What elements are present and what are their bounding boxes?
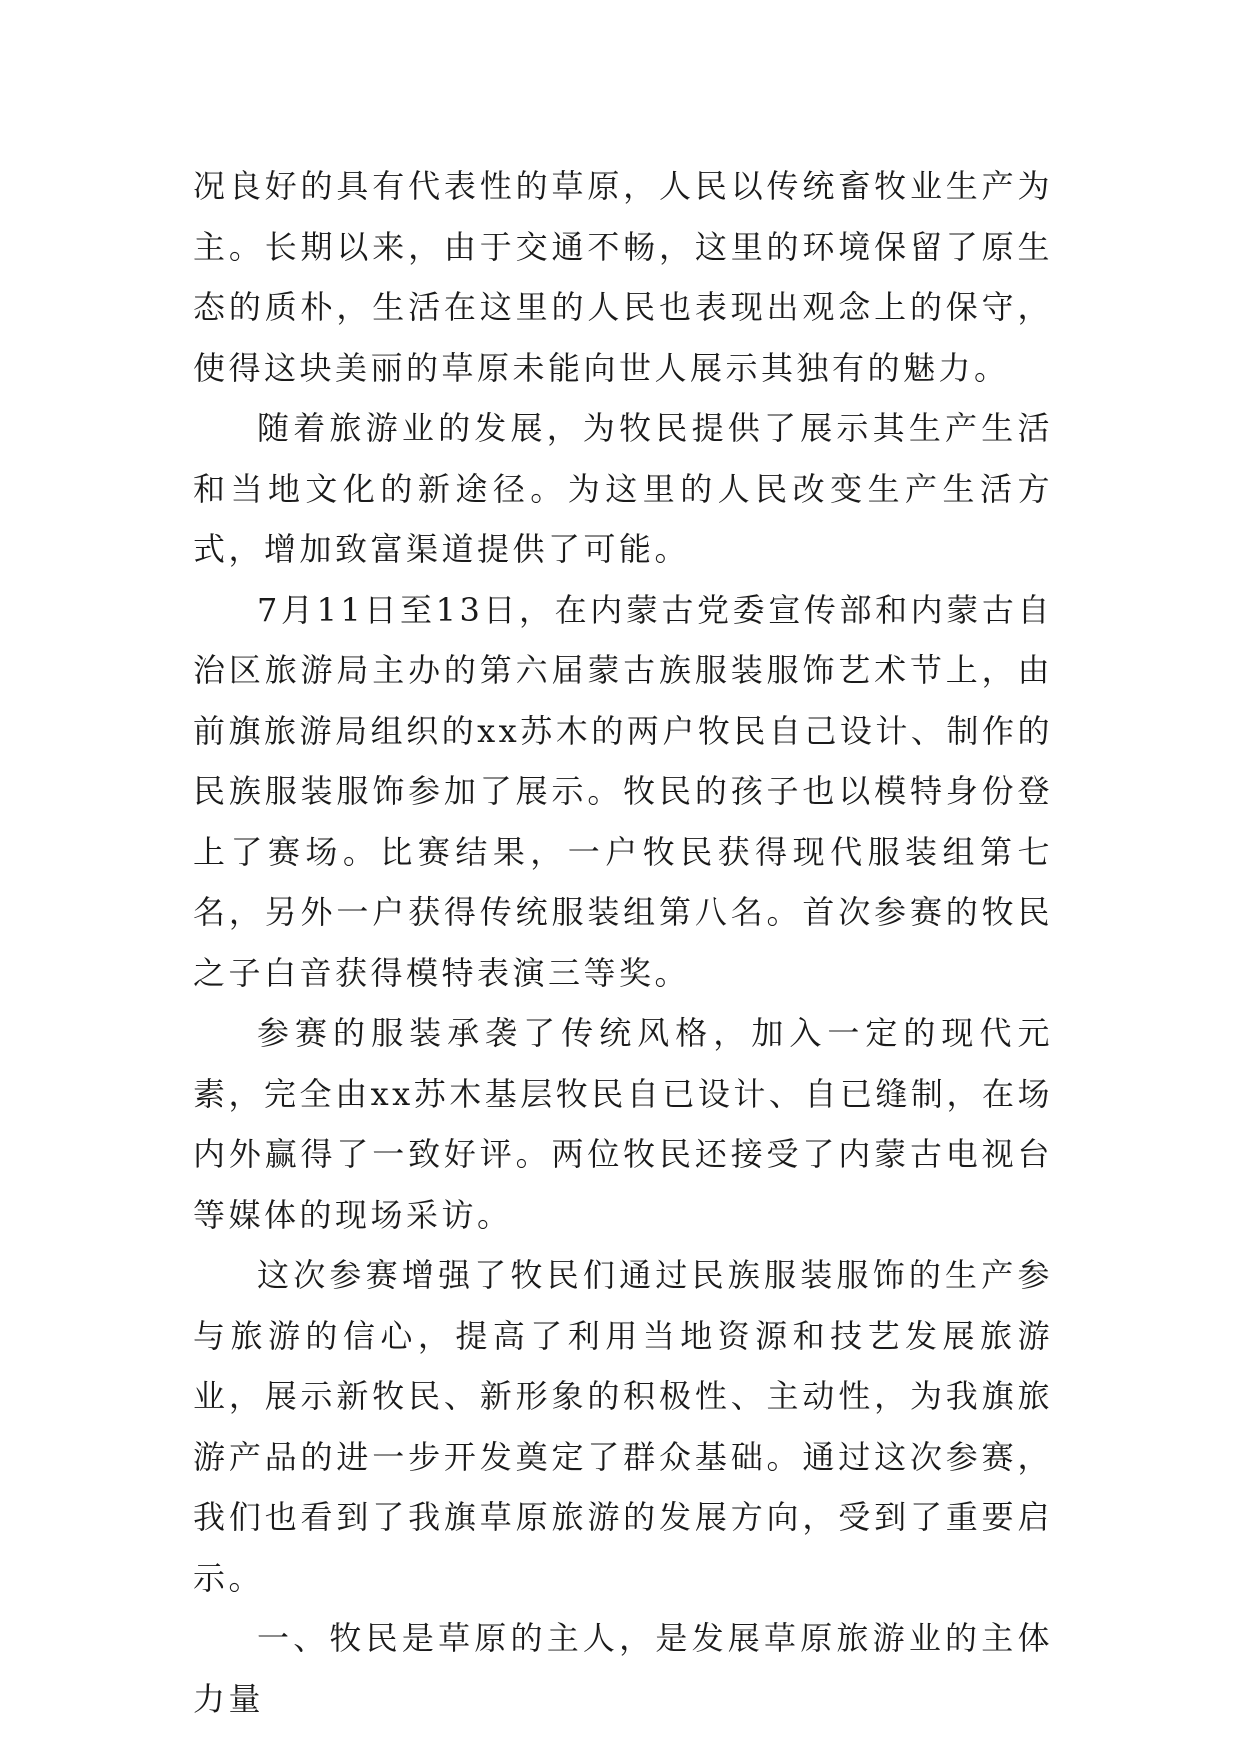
paragraph-tourism-development: 随着旅游业的发展，为牧民提供了展示其生产生活和当地文化的新途径。为这里的人民改变生产生活方式，增加致富渠道提供了可能。 xyxy=(193,409,1053,568)
paragraph-competition-impact: 这次参赛增强了牧民们通过民族服装服饰的生产参与旅游的信心，提高了利用当地资源和技艺发展旅游业，展示新牧民、新形象的积极性、主动性，为我旗旅游产品的进一步开发奠定了群众基础。通过这次参赛，我们也看到了我旗草原旅游的发展方向，受到了重要启示。 xyxy=(193,1256,1053,1597)
paragraph-costume-style: 参赛的服装承袭了传统风格，加入一定的现代元素，完全由xx苏木基层牧民自已设计、自已缝制，在场内外赢得了一致好评。两位牧民还接受了内蒙古电视台等媒体的现场采访。 xyxy=(193,1014,1053,1234)
section-heading-herders: 一、牧民是草原的主人，是发展草原旅游业的主体力量 xyxy=(193,1619,1053,1718)
paragraph-intro: 况良好的具有代表性的草原，人民以传统畜牧业生产为主。长期以来，由于交通不畅，这里的环境保留了原生态的质朴，生活在这里的人民也表现出观念上的保守，使得这块美丽的草原未能向世人展示其独有的魅力。 xyxy=(193,167,1053,387)
document-body xyxy=(193,156,1053,1729)
paragraph-costume-festival: 7月11日至13日，在内蒙古党委宣传部和内蒙古自治区旅游局主办的第六届蒙古族服装服饰艺术节上，由前旗旅游局组织的xx苏木的两户牧民自己设计、制作的民族服装服饰参加了展示。牧民的孩子也以模特身份登上了赛场。比赛结果，一户牧民获得现代服装组第七名，另外一户获得传统服装组第八名。首次参赛的牧民之子白音获得模特表演三等奖。 xyxy=(193,590,1053,992)
